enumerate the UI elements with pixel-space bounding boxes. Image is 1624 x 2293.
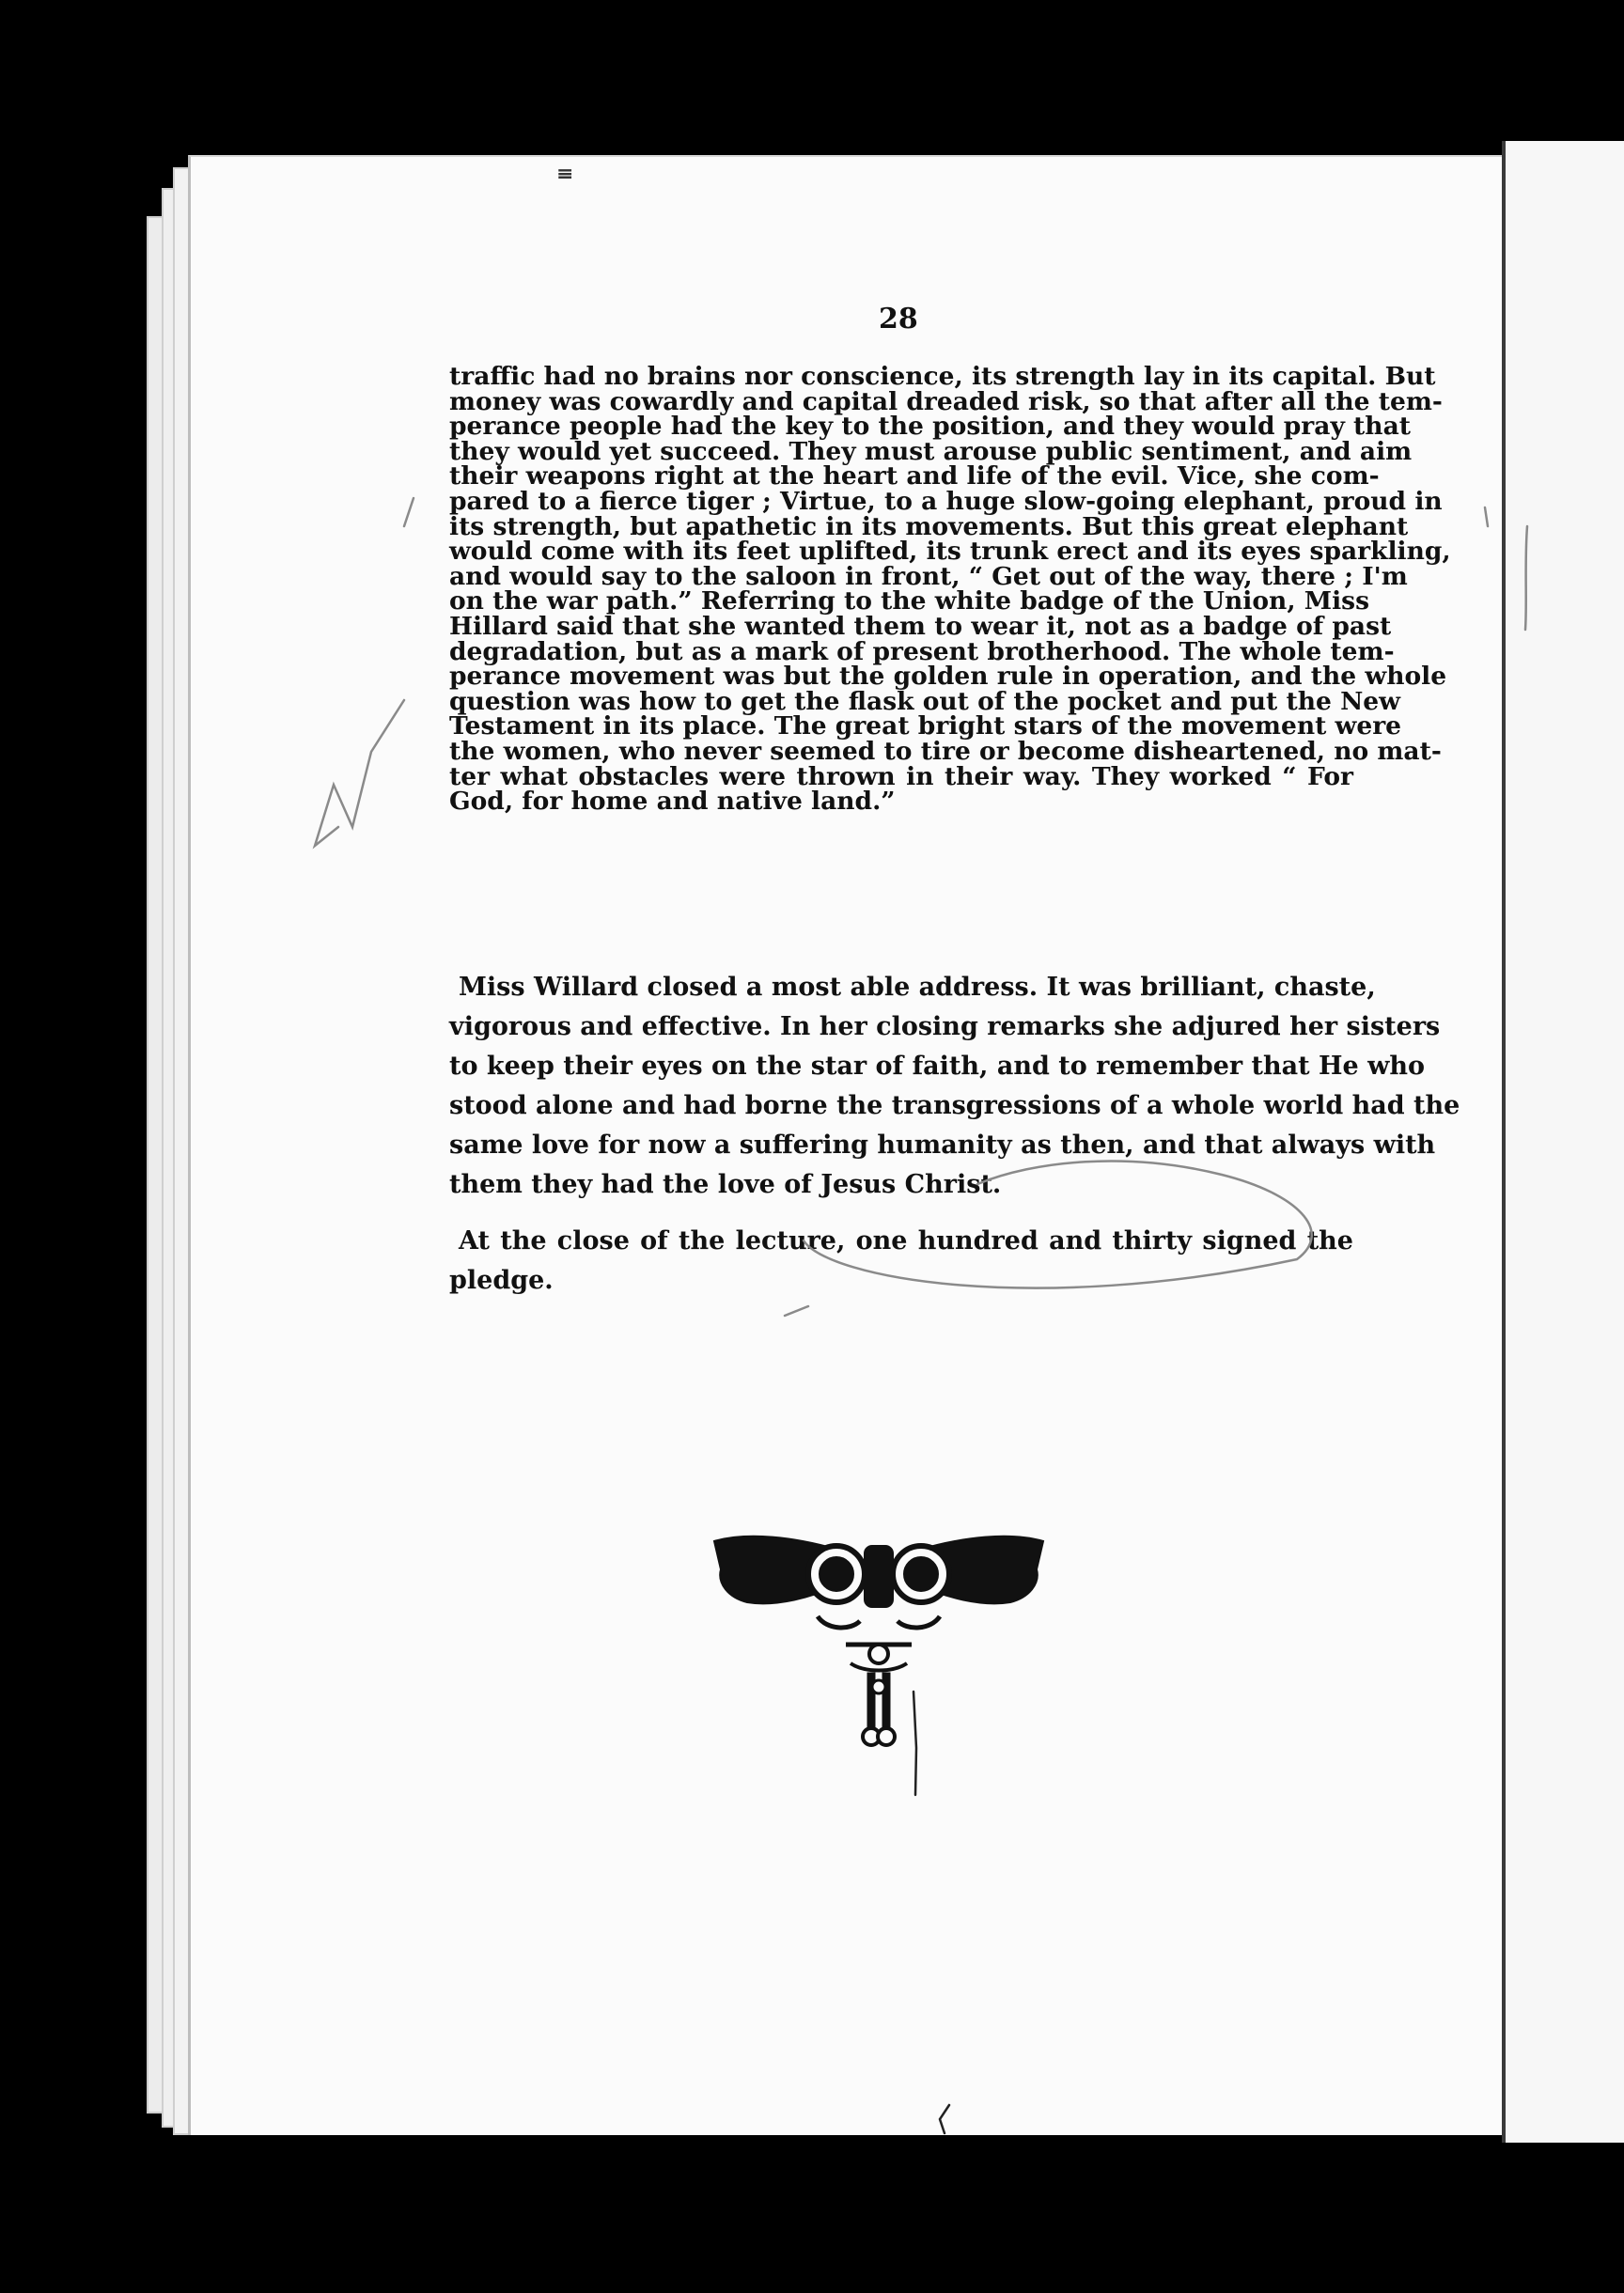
text-line: traffic had no brains nor conscience, its strength lay in its capital. But: [449, 362, 1436, 391]
text-line: would come with its feet uplifted, its trunk erect and its eyes sparkling,: [449, 537, 1451, 567]
text-line: to keep their eyes on the star of faith, and to remember that He who: [449, 1052, 1425, 1081]
text-line: Miss Willard closed a most able address. It was brilliant, chaste,: [459, 973, 1376, 1002]
text-line: Testament in its place. The great bright stars of the movement were: [449, 711, 1402, 741]
text-line: they would yet succeed. They must arouse public sentiment, and aim: [449, 436, 1413, 466]
paragraph-pledge: [449, 1222, 1353, 1301]
corner-mark: ≡: [556, 162, 574, 186]
text-line: pared to a fierce tiger ; Virtue, to a huge slow-going elephant, proud in: [449, 486, 1443, 516]
page-number: 28: [879, 303, 918, 335]
text-line: same love for now a suffering humanity as then, and that always with: [449, 1131, 1436, 1160]
text-line: them they had the love of Jesus Christ.: [449, 1170, 1002, 1199]
facing-page-edge: [1502, 141, 1624, 2143]
text-line: stood alone and had borne the transgressions of a whole world had the: [449, 1091, 1460, 1120]
text-line: ter what obstacles were thrown in their way. They worked “ For: [449, 761, 1353, 791]
text-line: pledge.: [449, 1266, 554, 1295]
text-line: Hillard said that she wanted them to wear it, not as a badge of past: [449, 611, 1392, 641]
text-line: money was cowardly and capital dreaded risk, so that after all the tem-: [449, 386, 1443, 416]
text-line: perance movement was but the golden rule in operation, and the whole: [449, 662, 1447, 692]
text-line: perance people had the key to the position, and they would pray that: [449, 412, 1411, 442]
text-line: their weapons right at the heart and life of the evil. Vice, she com-: [449, 461, 1380, 491]
text-line: degradation, but as a mark of present brotherhood. The whole tem-: [449, 636, 1395, 666]
text-line: and would say to the saloon in front, “ Get out of the way, there ; I'm: [449, 561, 1408, 591]
text-line: vigorous and effective. In her closing remarks she adjured her sisters: [449, 1012, 1441, 1041]
text-line: God, for home and native land.”: [449, 787, 896, 817]
paragraph-speech-summary: [449, 362, 1451, 817]
text-line: on the war path.” Referring to the white badge of the Union, Miss: [449, 586, 1370, 616]
floral-tailpiece-ornament-icon: [710, 1532, 1048, 1757]
text-line: the women, who never seemed to tire or become disheartened, no mat-: [449, 736, 1442, 766]
text-line: question was how to get the flask out of the pocket and put the New: [449, 686, 1400, 716]
text-line: its strength, but apathetic in its movements. But this great elephant: [449, 511, 1409, 541]
text-line: At the close of the lecture, one hundred and thirty signed the: [459, 1226, 1353, 1256]
paragraph-closing-address: [449, 968, 1460, 1205]
